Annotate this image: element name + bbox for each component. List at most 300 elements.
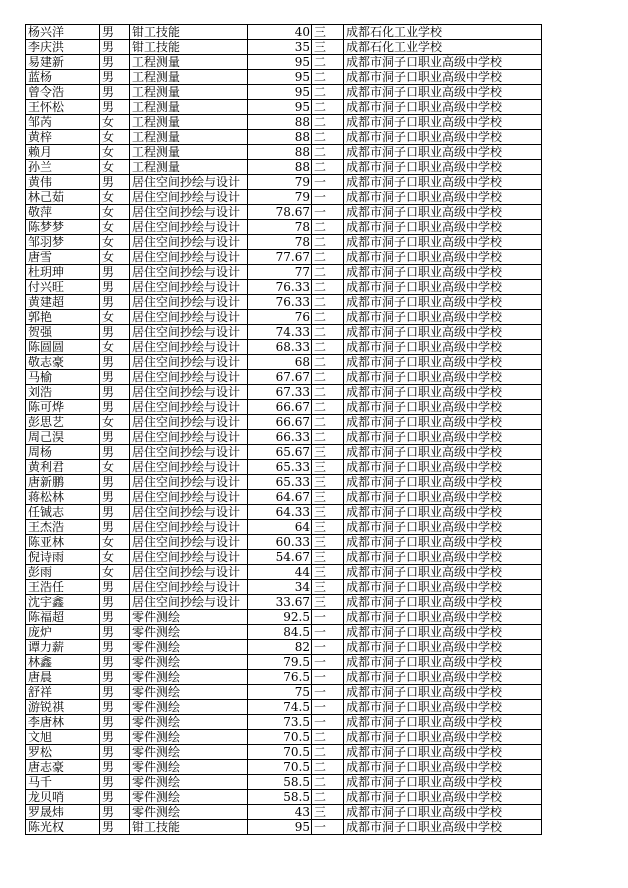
score-cell: 74.5 xyxy=(248,700,312,715)
student-name-cell: 龙贝哨 xyxy=(26,790,100,805)
student-name-cell: 蓝杨 xyxy=(26,70,100,85)
table-row xyxy=(26,355,542,370)
table-row xyxy=(26,40,542,55)
school-cell: 成都市洞子口职业高级中学校 xyxy=(344,130,542,145)
student-name-cell: 庞炉 xyxy=(26,625,100,640)
gender-cell: 女 xyxy=(100,550,130,565)
gender-cell: 男 xyxy=(100,775,130,790)
gender-cell: 男 xyxy=(100,85,130,100)
skill-cell: 零件测绘 xyxy=(130,790,248,805)
table-row xyxy=(26,310,542,325)
gender-cell: 男 xyxy=(100,385,130,400)
score-cell: 68 xyxy=(248,355,312,370)
level-cell: 一 xyxy=(312,655,344,670)
gender-cell: 男 xyxy=(100,670,130,685)
school-cell: 成都市洞子口职业高级中学校 xyxy=(344,355,542,370)
student-name-cell: 黄利君 xyxy=(26,460,100,475)
skill-cell: 居住空间抄绘与设计 xyxy=(130,430,248,445)
student-name-cell: 文旭 xyxy=(26,730,100,745)
school-cell: 成都市洞子口职业高级中学校 xyxy=(344,385,542,400)
score-cell: 88 xyxy=(248,115,312,130)
gender-cell: 男 xyxy=(100,430,130,445)
score-cell: 95 xyxy=(248,55,312,70)
skill-cell: 居住空间抄绘与设计 xyxy=(130,250,248,265)
student-name-cell: 唐志豪 xyxy=(26,760,100,775)
student-name-cell: 陈梦梦 xyxy=(26,220,100,235)
school-cell: 成都市洞子口职业高级中学校 xyxy=(344,85,542,100)
table-row xyxy=(26,85,542,100)
table-row xyxy=(26,805,542,820)
table-row xyxy=(26,100,542,115)
skill-cell: 居住空间抄绘与设计 xyxy=(130,385,248,400)
table-row xyxy=(26,505,542,520)
level-cell: 一 xyxy=(312,715,344,730)
score-cell: 70.5 xyxy=(248,760,312,775)
table-row xyxy=(26,760,542,775)
school-cell: 成都市洞子口职业高级中学校 xyxy=(344,715,542,730)
score-cell: 40 xyxy=(248,25,312,40)
score-cell: 76.33 xyxy=(248,295,312,310)
table-row xyxy=(26,280,542,295)
skill-cell: 钳工技能 xyxy=(130,40,248,55)
level-cell: 三 xyxy=(312,805,344,820)
score-cell: 95 xyxy=(248,85,312,100)
student-name-cell: 林己茹 xyxy=(26,190,100,205)
level-cell: 二 xyxy=(312,430,344,445)
school-cell: 成都市洞子口职业高级中学校 xyxy=(344,505,542,520)
level-cell: 三 xyxy=(312,520,344,535)
skill-cell: 零件测绘 xyxy=(130,715,248,730)
level-cell: 二 xyxy=(312,790,344,805)
level-cell: 二 xyxy=(312,130,344,145)
level-cell: 一 xyxy=(312,175,344,190)
level-cell: 一 xyxy=(312,670,344,685)
table-row xyxy=(26,430,542,445)
student-name-cell: 唐新鹏 xyxy=(26,475,100,490)
student-name-cell: 罗松 xyxy=(26,745,100,760)
gender-cell: 男 xyxy=(100,325,130,340)
level-cell: 一 xyxy=(312,190,344,205)
level-cell: 三 xyxy=(312,445,344,460)
student-name-cell: 邹芮 xyxy=(26,115,100,130)
score-cell: 58.5 xyxy=(248,790,312,805)
skill-cell: 居住空间抄绘与设计 xyxy=(130,445,248,460)
student-name-cell: 林鑫 xyxy=(26,655,100,670)
level-cell: 二 xyxy=(312,775,344,790)
school-cell: 成都市洞子口职业高级中学校 xyxy=(344,370,542,385)
gender-cell: 男 xyxy=(100,640,130,655)
skill-cell: 居住空间抄绘与设计 xyxy=(130,265,248,280)
table-row xyxy=(26,745,542,760)
table-row xyxy=(26,475,542,490)
table-row xyxy=(26,220,542,235)
score-cell: 66.67 xyxy=(248,415,312,430)
level-cell: 二 xyxy=(312,310,344,325)
score-cell: 78 xyxy=(248,220,312,235)
skill-cell: 工程测量 xyxy=(130,145,248,160)
school-cell: 成都市洞子口职业高级中学校 xyxy=(344,595,542,610)
school-cell: 成都市洞子口职业高级中学校 xyxy=(344,640,542,655)
score-cell: 76 xyxy=(248,310,312,325)
score-cell: 88 xyxy=(248,145,312,160)
level-cell: 二 xyxy=(312,265,344,280)
score-cell: 44 xyxy=(248,565,312,580)
gender-cell: 男 xyxy=(100,820,130,835)
school-cell: 成都市洞子口职业高级中学校 xyxy=(344,700,542,715)
school-cell: 成都市洞子口职业高级中学校 xyxy=(344,445,542,460)
score-cell: 60.33 xyxy=(248,535,312,550)
table-row xyxy=(26,640,542,655)
skill-cell: 居住空间抄绘与设计 xyxy=(130,370,248,385)
student-name-cell: 敬志豪 xyxy=(26,355,100,370)
level-cell: 三 xyxy=(312,40,344,55)
gender-cell: 女 xyxy=(100,250,130,265)
skill-cell: 零件测绘 xyxy=(130,655,248,670)
score-cell: 78 xyxy=(248,235,312,250)
school-cell: 成都市洞子口职业高级中学校 xyxy=(344,685,542,700)
level-cell: 二 xyxy=(312,355,344,370)
skill-cell: 居住空间抄绘与设计 xyxy=(130,310,248,325)
school-cell: 成都市洞子口职业高级中学校 xyxy=(344,55,542,70)
student-name-cell: 付兴旺 xyxy=(26,280,100,295)
school-cell: 成都石化工业学校 xyxy=(344,25,542,40)
table-row xyxy=(26,715,542,730)
skill-cell: 居住空间抄绘与设计 xyxy=(130,175,248,190)
student-name-cell: 罗晟炜 xyxy=(26,805,100,820)
score-cell: 75 xyxy=(248,685,312,700)
student-name-cell: 赖月 xyxy=(26,145,100,160)
student-name-cell: 黄建超 xyxy=(26,295,100,310)
table-row xyxy=(26,595,542,610)
table-row xyxy=(26,415,542,430)
skill-cell: 居住空间抄绘与设计 xyxy=(130,505,248,520)
skill-cell: 居住空间抄绘与设计 xyxy=(130,355,248,370)
table-row xyxy=(26,250,542,265)
score-cell: 76.33 xyxy=(248,280,312,295)
student-name-cell: 倪诗雨 xyxy=(26,550,100,565)
skill-cell: 钳工技能 xyxy=(130,820,248,835)
gender-cell: 女 xyxy=(100,310,130,325)
score-cell: 77.67 xyxy=(248,250,312,265)
student-name-cell: 谭力薪 xyxy=(26,640,100,655)
table-row xyxy=(26,160,542,175)
level-cell: 三 xyxy=(312,565,344,580)
level-cell: 一 xyxy=(312,640,344,655)
level-cell: 一 xyxy=(312,205,344,220)
student-name-cell: 陈圆圆 xyxy=(26,340,100,355)
score-cell: 95 xyxy=(248,820,312,835)
score-cell: 65.33 xyxy=(248,460,312,475)
level-cell: 二 xyxy=(312,250,344,265)
skill-cell: 居住空间抄绘与设计 xyxy=(130,220,248,235)
score-cell: 66.67 xyxy=(248,400,312,415)
student-name-cell: 易建新 xyxy=(26,55,100,70)
skill-cell: 零件测绘 xyxy=(130,760,248,775)
table-row xyxy=(26,370,542,385)
table-row xyxy=(26,625,542,640)
gender-cell: 男 xyxy=(100,25,130,40)
score-cell: 66.33 xyxy=(248,430,312,445)
student-name-cell: 郭艳 xyxy=(26,310,100,325)
skill-cell: 居住空间抄绘与设计 xyxy=(130,400,248,415)
score-cell: 82 xyxy=(248,640,312,655)
gender-cell: 男 xyxy=(100,100,130,115)
table-row xyxy=(26,235,542,250)
score-cell: 65.67 xyxy=(248,445,312,460)
table-row xyxy=(26,295,542,310)
school-cell: 成都市洞子口职业高级中学校 xyxy=(344,790,542,805)
student-name-cell: 王怀松 xyxy=(26,100,100,115)
table-row xyxy=(26,775,542,790)
level-cell: 一 xyxy=(312,610,344,625)
student-name-cell: 周杨 xyxy=(26,445,100,460)
student-name-cell: 周己淏 xyxy=(26,430,100,445)
score-cell: 65.33 xyxy=(248,475,312,490)
skill-cell: 居住空间抄绘与设计 xyxy=(130,295,248,310)
skill-cell: 零件测绘 xyxy=(130,610,248,625)
gender-cell: 男 xyxy=(100,70,130,85)
score-cell: 64.67 xyxy=(248,490,312,505)
gender-cell: 男 xyxy=(100,805,130,820)
school-cell: 成都市洞子口职业高级中学校 xyxy=(344,175,542,190)
table-row xyxy=(26,25,542,40)
table-row xyxy=(26,340,542,355)
gender-cell: 男 xyxy=(100,400,130,415)
student-name-cell: 陈可烨 xyxy=(26,400,100,415)
student-name-cell: 杨兴洋 xyxy=(26,25,100,40)
score-cell: 88 xyxy=(248,160,312,175)
score-cell: 78.67 xyxy=(248,205,312,220)
score-cell: 67.33 xyxy=(248,385,312,400)
gender-cell: 男 xyxy=(100,520,130,535)
table-row xyxy=(26,145,542,160)
table-row xyxy=(26,670,542,685)
school-cell: 成都市洞子口职业高级中学校 xyxy=(344,670,542,685)
score-cell: 68.33 xyxy=(248,340,312,355)
skill-cell: 工程测量 xyxy=(130,85,248,100)
student-name-cell: 黄伟 xyxy=(26,175,100,190)
student-name-cell: 李庆洪 xyxy=(26,40,100,55)
score-cell: 43 xyxy=(248,805,312,820)
school-cell: 成都市洞子口职业高级中学校 xyxy=(344,550,542,565)
skill-cell: 居住空间抄绘与设计 xyxy=(130,550,248,565)
student-name-cell: 彭雨 xyxy=(26,565,100,580)
table-row xyxy=(26,730,542,745)
table-row xyxy=(26,520,542,535)
score-cell: 79 xyxy=(248,175,312,190)
level-cell: 二 xyxy=(312,295,344,310)
student-name-cell: 孙兰 xyxy=(26,160,100,175)
level-cell: 二 xyxy=(312,70,344,85)
school-cell: 成都市洞子口职业高级中学校 xyxy=(344,280,542,295)
score-cell: 70.5 xyxy=(248,745,312,760)
level-cell: 二 xyxy=(312,385,344,400)
gender-cell: 男 xyxy=(100,790,130,805)
student-name-cell: 马千 xyxy=(26,775,100,790)
gender-cell: 男 xyxy=(100,685,130,700)
student-name-cell: 王杰浩 xyxy=(26,520,100,535)
school-cell: 成都市洞子口职业高级中学校 xyxy=(344,115,542,130)
school-cell: 成都市洞子口职业高级中学校 xyxy=(344,190,542,205)
table-row xyxy=(26,265,542,280)
table-row xyxy=(26,535,542,550)
student-name-cell: 沈宇鑫 xyxy=(26,595,100,610)
gender-cell: 男 xyxy=(100,745,130,760)
level-cell: 二 xyxy=(312,55,344,70)
score-cell: 95 xyxy=(248,100,312,115)
table-row xyxy=(26,790,542,805)
gender-cell: 女 xyxy=(100,145,130,160)
school-cell: 成都市洞子口职业高级中学校 xyxy=(344,100,542,115)
school-cell: 成都市洞子口职业高级中学校 xyxy=(344,625,542,640)
skill-cell: 零件测绘 xyxy=(130,730,248,745)
gender-cell: 男 xyxy=(100,595,130,610)
skill-cell: 零件测绘 xyxy=(130,745,248,760)
school-cell: 成都市洞子口职业高级中学校 xyxy=(344,520,542,535)
score-cell: 84.5 xyxy=(248,625,312,640)
level-cell: 三 xyxy=(312,490,344,505)
gender-cell: 男 xyxy=(100,280,130,295)
level-cell: 三 xyxy=(312,580,344,595)
skill-cell: 钳工技能 xyxy=(130,25,248,40)
table-row xyxy=(26,550,542,565)
skill-cell: 工程测量 xyxy=(130,55,248,70)
student-name-cell: 刘浩 xyxy=(26,385,100,400)
table-row xyxy=(26,205,542,220)
skill-cell: 居住空间抄绘与设计 xyxy=(130,475,248,490)
school-cell: 成都市洞子口职业高级中学校 xyxy=(344,775,542,790)
score-cell: 70.5 xyxy=(248,730,312,745)
gender-cell: 男 xyxy=(100,175,130,190)
skill-cell: 居住空间抄绘与设计 xyxy=(130,340,248,355)
level-cell: 一 xyxy=(312,820,344,835)
skill-cell: 工程测量 xyxy=(130,130,248,145)
level-cell: 一 xyxy=(312,625,344,640)
level-cell: 二 xyxy=(312,145,344,160)
level-cell: 二 xyxy=(312,280,344,295)
level-cell: 三 xyxy=(312,505,344,520)
gender-cell: 女 xyxy=(100,160,130,175)
level-cell: 二 xyxy=(312,160,344,175)
level-cell: 二 xyxy=(312,115,344,130)
table-row xyxy=(26,700,542,715)
table-row xyxy=(26,490,542,505)
score-cell: 33.67 xyxy=(248,595,312,610)
student-name-cell: 李唐林 xyxy=(26,715,100,730)
gender-cell: 男 xyxy=(100,295,130,310)
score-cell: 34 xyxy=(248,580,312,595)
school-cell: 成都市洞子口职业高级中学校 xyxy=(344,70,542,85)
level-cell: 三 xyxy=(312,25,344,40)
score-cell: 92.5 xyxy=(248,610,312,625)
student-name-cell: 贺强 xyxy=(26,325,100,340)
school-cell: 成都市洞子口职业高级中学校 xyxy=(344,160,542,175)
score-cell: 76.5 xyxy=(248,670,312,685)
gender-cell: 女 xyxy=(100,565,130,580)
score-cell: 64.33 xyxy=(248,505,312,520)
student-name-cell: 游锐祺 xyxy=(26,700,100,715)
skill-cell: 居住空间抄绘与设计 xyxy=(130,490,248,505)
school-cell: 成都市洞子口职业高级中学校 xyxy=(344,400,542,415)
skill-cell: 工程测量 xyxy=(130,70,248,85)
student-name-cell: 陈亚林 xyxy=(26,535,100,550)
gender-cell: 女 xyxy=(100,235,130,250)
skill-cell: 居住空间抄绘与设计 xyxy=(130,580,248,595)
level-cell: 二 xyxy=(312,235,344,250)
table-row xyxy=(26,610,542,625)
skill-cell: 零件测绘 xyxy=(130,700,248,715)
gender-cell: 男 xyxy=(100,715,130,730)
level-cell: 二 xyxy=(312,370,344,385)
table-row xyxy=(26,820,542,835)
level-cell: 二 xyxy=(312,415,344,430)
table-row xyxy=(26,400,542,415)
school-cell: 成都市洞子口职业高级中学校 xyxy=(344,610,542,625)
score-cell: 67.67 xyxy=(248,370,312,385)
gender-cell: 男 xyxy=(100,445,130,460)
score-cell: 74.33 xyxy=(248,325,312,340)
school-cell: 成都市洞子口职业高级中学校 xyxy=(344,310,542,325)
student-name-cell: 陈光权 xyxy=(26,820,100,835)
table-row xyxy=(26,115,542,130)
skill-cell: 居住空间抄绘与设计 xyxy=(130,415,248,430)
school-cell: 成都市洞子口职业高级中学校 xyxy=(344,415,542,430)
skill-cell: 零件测绘 xyxy=(130,805,248,820)
gender-cell: 男 xyxy=(100,355,130,370)
gender-cell: 男 xyxy=(100,475,130,490)
skill-cell: 零件测绘 xyxy=(130,625,248,640)
score-cell: 64 xyxy=(248,520,312,535)
level-cell: 二 xyxy=(312,100,344,115)
school-cell: 成都市洞子口职业高级中学校 xyxy=(344,460,542,475)
gender-cell: 男 xyxy=(100,700,130,715)
gender-cell: 男 xyxy=(100,655,130,670)
table-row xyxy=(26,55,542,70)
student-name-cell: 任铖志 xyxy=(26,505,100,520)
school-cell: 成都市洞子口职业高级中学校 xyxy=(344,760,542,775)
school-cell: 成都市洞子口职业高级中学校 xyxy=(344,220,542,235)
skill-cell: 居住空间抄绘与设计 xyxy=(130,235,248,250)
school-cell: 成都市洞子口职业高级中学校 xyxy=(344,205,542,220)
school-cell: 成都市洞子口职业高级中学校 xyxy=(344,250,542,265)
gender-cell: 女 xyxy=(100,340,130,355)
level-cell: 二 xyxy=(312,760,344,775)
skill-cell: 居住空间抄绘与设计 xyxy=(130,205,248,220)
level-cell: 二 xyxy=(312,220,344,235)
school-cell: 成都市洞子口职业高级中学校 xyxy=(344,535,542,550)
score-cell: 54.67 xyxy=(248,550,312,565)
table-row xyxy=(26,460,542,475)
score-cell: 88 xyxy=(248,130,312,145)
skill-cell: 零件测绘 xyxy=(130,775,248,790)
gender-cell: 男 xyxy=(100,265,130,280)
school-cell: 成都市洞子口职业高级中学校 xyxy=(344,325,542,340)
student-name-cell: 舒祥 xyxy=(26,685,100,700)
table-row xyxy=(26,175,542,190)
skill-cell: 零件测绘 xyxy=(130,640,248,655)
skill-cell: 居住空间抄绘与设计 xyxy=(130,565,248,580)
level-cell: 三 xyxy=(312,460,344,475)
level-cell: 二 xyxy=(312,745,344,760)
score-cell: 79.5 xyxy=(248,655,312,670)
student-name-cell: 黄梓 xyxy=(26,130,100,145)
gender-cell: 女 xyxy=(100,220,130,235)
skill-cell: 工程测量 xyxy=(130,160,248,175)
gender-cell: 男 xyxy=(100,625,130,640)
student-name-cell: 邹羽梦 xyxy=(26,235,100,250)
gender-cell: 男 xyxy=(100,40,130,55)
gender-cell: 女 xyxy=(100,415,130,430)
